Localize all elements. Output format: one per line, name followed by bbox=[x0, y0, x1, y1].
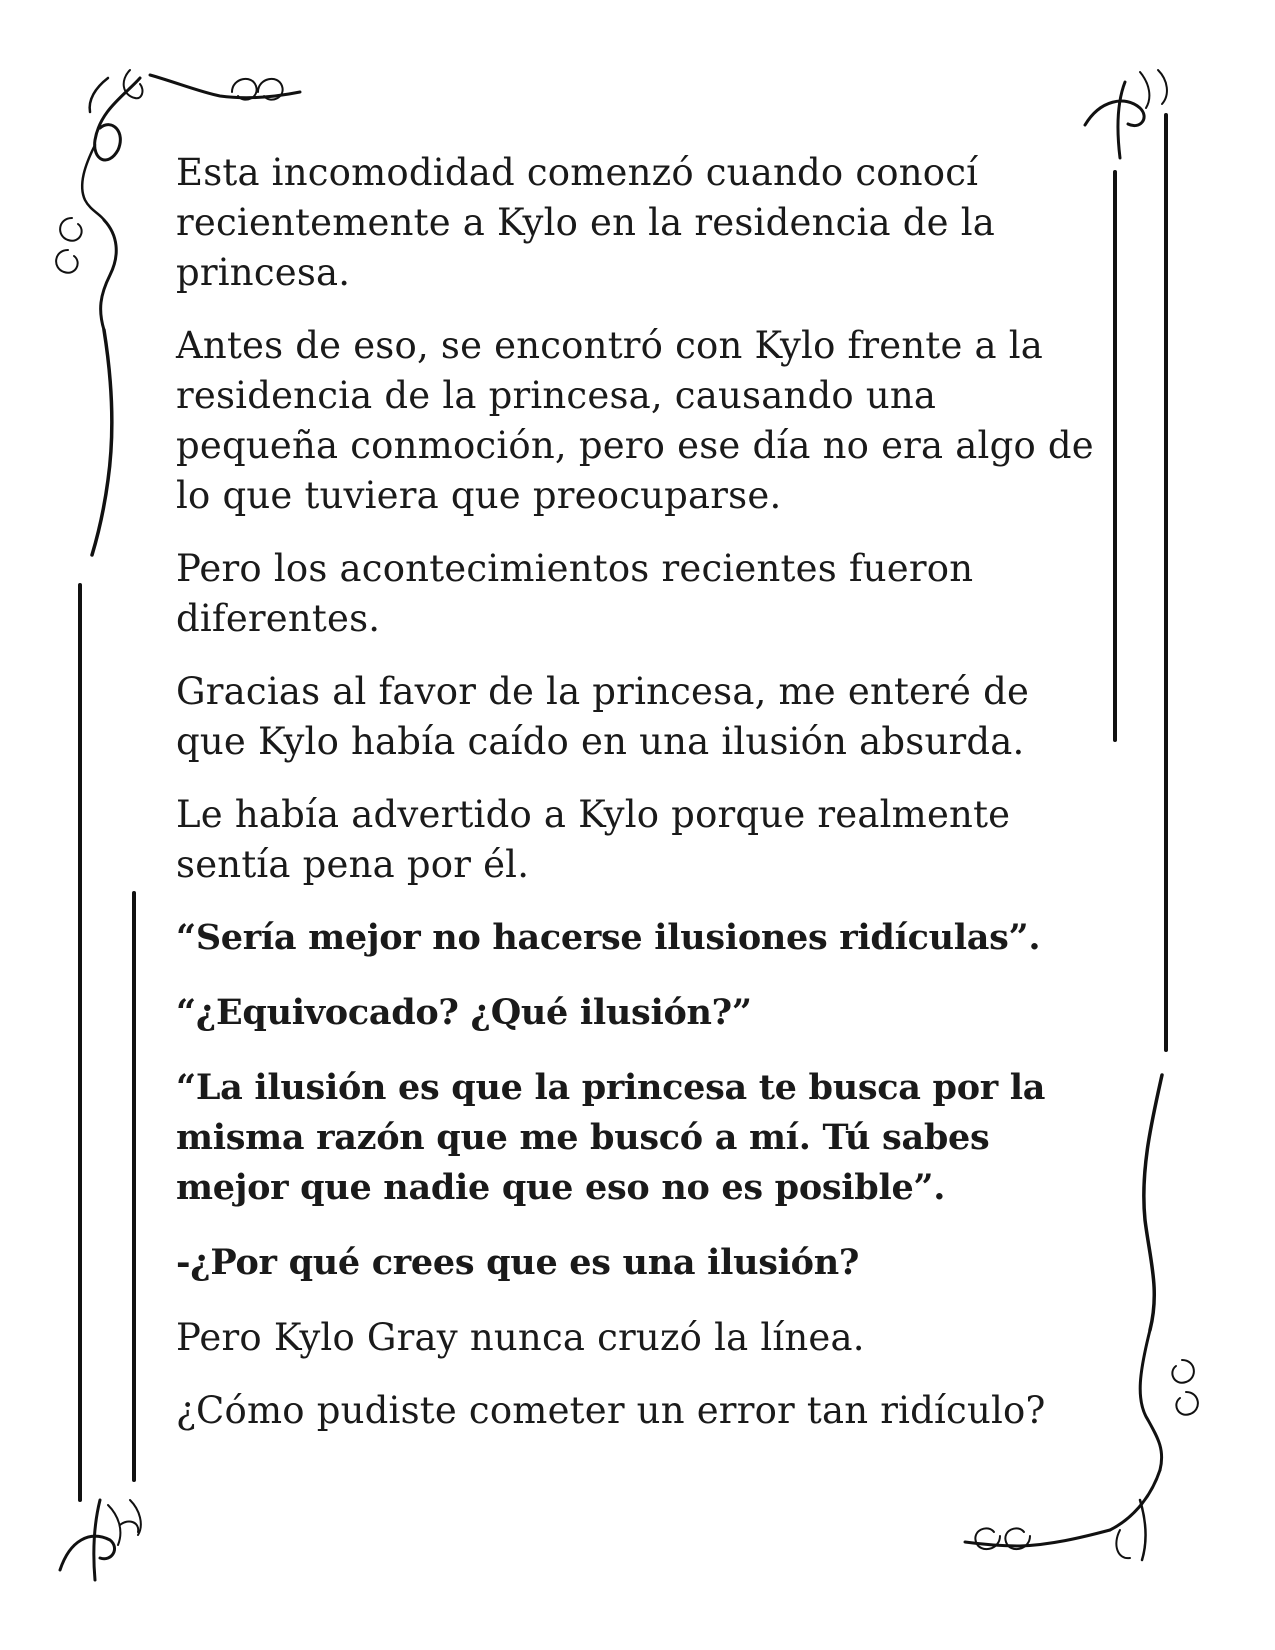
top-right-flourish bbox=[1085, 70, 1167, 158]
paragraph: Gracias al favor de la princesa, me enteré de que Kylo había caído en una ilusión absurda. bbox=[176, 670, 1030, 763]
dialogue-line: -¿Por qué crees que es una ilusión? bbox=[176, 1242, 860, 1283]
dialogue-line: “La ilusión es que la princesa te busca por la misma razón que me buscó a mí. Tú sabes mejor que nadie que eso no es posible”. bbox=[176, 1067, 1046, 1208]
paragraph: Pero Kylo Gray nunca cruzó la línea. bbox=[176, 1316, 865, 1359]
paragraph: Antes de eso, se encontró con Kylo frente a la residencia de la princesa, causando una pequeña conmoción, pero ese día no era algo de lo que tuviera que preocuparse. bbox=[176, 324, 1094, 517]
paragraph: ¿Cómo pudiste cometer un error tan ridículo? bbox=[176, 1389, 1046, 1432]
paragraph: Le había advertido a Kylo porque realmente sentía pena por él. bbox=[176, 793, 1011, 886]
paragraph: Esta incomodidad comenzó cuando conocí recientemente a Kylo en la residencia de la princesa. bbox=[176, 151, 996, 294]
dialogue-line: “Sería mejor no hacerse ilusiones ridículas”. bbox=[176, 917, 1041, 958]
bottom-left-flourish bbox=[60, 1500, 141, 1580]
dialogue-line: “¿Equivocado? ¿Qué ilusión?” bbox=[176, 992, 752, 1033]
paragraph: Pero los acontecimientos recientes fueron diferentes. bbox=[176, 547, 974, 640]
page-text bbox=[176, 148, 1096, 1459]
